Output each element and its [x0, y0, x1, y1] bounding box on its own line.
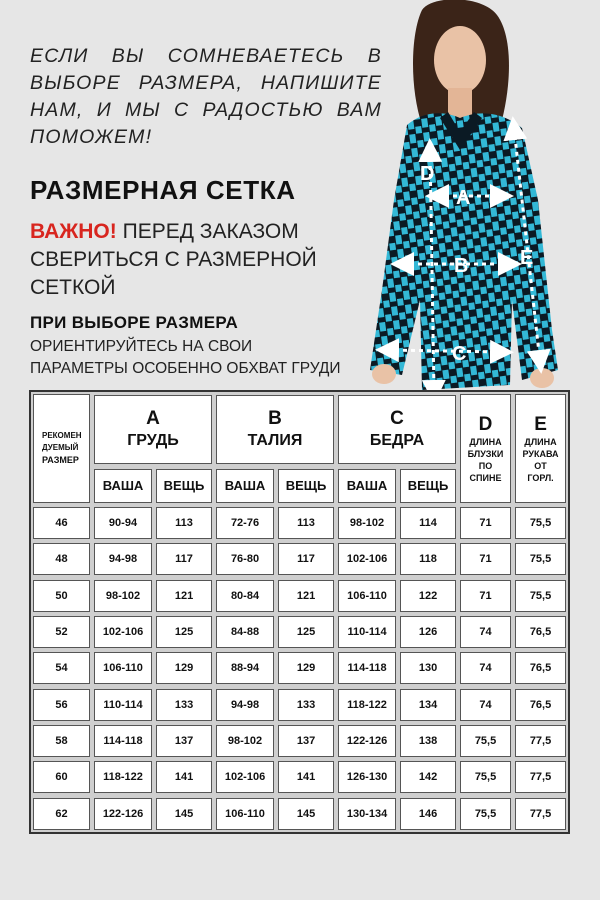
sleeve-length-cell: 76,5: [515, 652, 566, 684]
size-table: [29, 390, 570, 834]
sleeve-length-cell: 75,5: [515, 507, 566, 539]
chest-yours-cell: 114-118: [94, 725, 152, 757]
group-a-name: ГРУДЬ: [127, 432, 179, 450]
waist-yours-cell: 80-84: [216, 580, 274, 612]
blouse-length-cell: 75,5: [460, 761, 511, 793]
column-e-line-3: ОТ: [534, 460, 547, 471]
chest-yours-cell: 106-110: [94, 652, 152, 684]
sleeve-length-cell: 75,5: [515, 543, 566, 575]
table-row: [31, 650, 568, 686]
waist-yours-cell: 76-80: [216, 543, 274, 575]
group-b-letter: B: [268, 408, 282, 430]
selection-line-2: ПАРАМЕТРЫ ОСОБЕННО ОБХВАТ ГРУДИ: [30, 360, 341, 377]
column-e-line-1: ДЛИНА: [524, 436, 557, 447]
blouse-length-cell: 74: [460, 652, 511, 684]
sleeve-length-cell: 75,5: [515, 580, 566, 612]
important-note: [30, 218, 330, 302]
group-c-name: БЕДРА: [369, 432, 425, 450]
label-c: C: [452, 343, 467, 365]
column-d-letter: D: [478, 413, 493, 435]
label-b: B: [454, 255, 469, 277]
hips-yours-cell: 102-106: [338, 543, 396, 575]
sleeve-length-cell: 77,5: [515, 798, 566, 830]
chest-yours-cell: 118-122: [94, 761, 152, 793]
b-item-header: ВЕЩЬ: [278, 469, 334, 503]
table-row: [31, 505, 568, 541]
waist-item-cell: 137: [278, 725, 334, 757]
waist-yours-cell: 102-106: [216, 761, 274, 793]
waist-item-cell: 121: [278, 580, 334, 612]
column-e-letter: E: [534, 413, 547, 435]
hips-item-cell: 146: [400, 798, 456, 830]
waist-item-cell: 141: [278, 761, 334, 793]
hips-yours-cell: 114-118: [338, 652, 396, 684]
hips-item-cell: 130: [400, 652, 456, 684]
size-cell: 46: [33, 507, 90, 539]
b-yours-header: ВАША: [216, 469, 274, 503]
table-row: [31, 578, 568, 614]
blouse-length-cell: 74: [460, 616, 511, 648]
size-cell: 50: [33, 580, 90, 612]
hips-item-cell: 142: [400, 761, 456, 793]
waist-item-cell: 113: [278, 507, 334, 539]
sleeve-length-cell: 76,5: [515, 616, 566, 648]
a-item-header: ВЕЩЬ: [156, 469, 212, 503]
important-label: ВАЖНО!: [30, 220, 117, 243]
c-item-header: ВЕЩЬ: [400, 469, 456, 503]
group-c-letter: C: [390, 408, 404, 430]
sleeve-length-cell: 77,5: [515, 761, 566, 793]
important-text: ПЕРЕД ЗАКАЗОМ СВЕРИТЬСЯ С РАЗМЕРНОЙ СЕТКОЙ: [30, 220, 317, 299]
selection-line-1: ОРИЕНТИРУЙТЕСЬ НА СВОИ: [30, 338, 253, 355]
chest-item-cell: 137: [156, 725, 212, 757]
column-d-line-1: ДЛИНА: [469, 436, 502, 447]
table-row: [31, 723, 568, 759]
table-row: [31, 614, 568, 650]
column-d-line-4: СПИНЕ: [469, 472, 502, 483]
column-e-line-2: РУКАВА: [522, 448, 559, 459]
blouse-length-cell: 75,5: [460, 725, 511, 757]
a-yours-header: ВАША: [94, 469, 152, 503]
waist-item-cell: 145: [278, 798, 334, 830]
chest-item-cell: 125: [156, 616, 212, 648]
waist-yours-cell: 98-102: [216, 725, 274, 757]
chest-item-cell: 141: [156, 761, 212, 793]
size-cell: 56: [33, 689, 90, 721]
column-d-line-3: ПО: [478, 460, 493, 471]
recommended-size-header: [33, 394, 90, 503]
blouse-length-cell: 75,5: [460, 798, 511, 830]
waist-yours-cell: 88-94: [216, 652, 274, 684]
blouse-length-cell: 74: [460, 689, 511, 721]
rec-line-2: ДУЕМЫЙ: [42, 443, 79, 452]
chest-yours-cell: 90-94: [94, 507, 152, 539]
blouse-length-cell: 71: [460, 543, 511, 575]
column-d-header: [460, 394, 511, 503]
group-b-header: [216, 395, 334, 464]
waist-yours-cell: 84-88: [216, 616, 274, 648]
group-c-header: [338, 395, 456, 464]
table-row: [31, 686, 568, 722]
selection-heading: ПРИ ВЫБОРЕ РАЗМЕРА: [30, 313, 239, 332]
hips-item-cell: 122: [400, 580, 456, 612]
chest-yours-cell: 102-106: [94, 616, 152, 648]
blouse-length-cell: 71: [460, 580, 511, 612]
column-d-line-2: БЛУЗКИ: [467, 448, 504, 459]
hips-item-cell: 118: [400, 543, 456, 575]
hips-yours-cell: 106-110: [338, 580, 396, 612]
column-e-line-4: ГОРЛ.: [527, 472, 554, 483]
hips-yours-cell: 110-114: [338, 616, 396, 648]
hips-item-cell: 134: [400, 689, 456, 721]
hips-yours-cell: 130-134: [338, 798, 396, 830]
intro-text: ЕСЛИ ВЫ СОМНЕВАЕТЕСЬ В ВЫБОРЕ РАЗМЕРА, НАПИШИТЕ НАМ, И МЫ С РАДОСТЬЮ ВАМ ПОМОЖЕМ!: [30, 45, 382, 148]
size-cell: 62: [33, 798, 90, 830]
chest-item-cell: 121: [156, 580, 212, 612]
table-row: [31, 759, 568, 795]
hips-item-cell: 138: [400, 725, 456, 757]
group-a-header: [94, 395, 212, 464]
waist-item-cell: 117: [278, 543, 334, 575]
selection-text: [30, 336, 341, 380]
size-cell: 60: [33, 761, 90, 793]
size-cell: 58: [33, 725, 90, 757]
waist-yours-cell: 72-76: [216, 507, 274, 539]
hips-item-cell: 126: [400, 616, 456, 648]
hips-yours-cell: 126-130: [338, 761, 396, 793]
hips-item-cell: 114: [400, 507, 456, 539]
chest-yours-cell: 94-98: [94, 543, 152, 575]
chest-item-cell: 113: [156, 507, 212, 539]
sleeve-length-cell: 76,5: [515, 689, 566, 721]
size-cell: 52: [33, 616, 90, 648]
size-cell: 54: [33, 652, 90, 684]
blouse-length-cell: 71: [460, 507, 511, 539]
label-e: E: [520, 247, 534, 269]
waist-item-cell: 133: [278, 689, 334, 721]
chest-yours-cell: 122-126: [94, 798, 152, 830]
size-cell: 48: [33, 543, 90, 575]
label-d: D: [420, 163, 435, 185]
group-b-name: ТАЛИЯ: [247, 432, 303, 450]
chest-yours-cell: 110-114: [94, 689, 152, 721]
table-row: [31, 541, 568, 577]
model-illustration: [362, 0, 600, 392]
page-title: РАЗМЕРНАЯ СЕТКА: [30, 175, 296, 205]
waist-item-cell: 125: [278, 616, 334, 648]
c-yours-header: ВАША: [338, 469, 396, 503]
chest-item-cell: 129: [156, 652, 212, 684]
table-row: [31, 795, 568, 831]
hips-yours-cell: 118-122: [338, 689, 396, 721]
rec-line-1: РЕКОМЕН: [42, 431, 82, 440]
chest-item-cell: 133: [156, 689, 212, 721]
chest-item-cell: 145: [156, 798, 212, 830]
rec-line-3: РАЗМЕР: [42, 455, 79, 465]
waist-yours-cell: 94-98: [216, 689, 274, 721]
label-a: A: [456, 187, 471, 209]
column-e-header: [515, 394, 566, 503]
waist-yours-cell: 106-110: [216, 798, 274, 830]
sleeve-length-cell: 77,5: [515, 725, 566, 757]
waist-item-cell: 129: [278, 652, 334, 684]
chest-item-cell: 117: [156, 543, 212, 575]
group-a-letter: A: [146, 408, 160, 430]
hips-yours-cell: 98-102: [338, 507, 396, 539]
hips-yours-cell: 122-126: [338, 725, 396, 757]
chest-yours-cell: 98-102: [94, 580, 152, 612]
